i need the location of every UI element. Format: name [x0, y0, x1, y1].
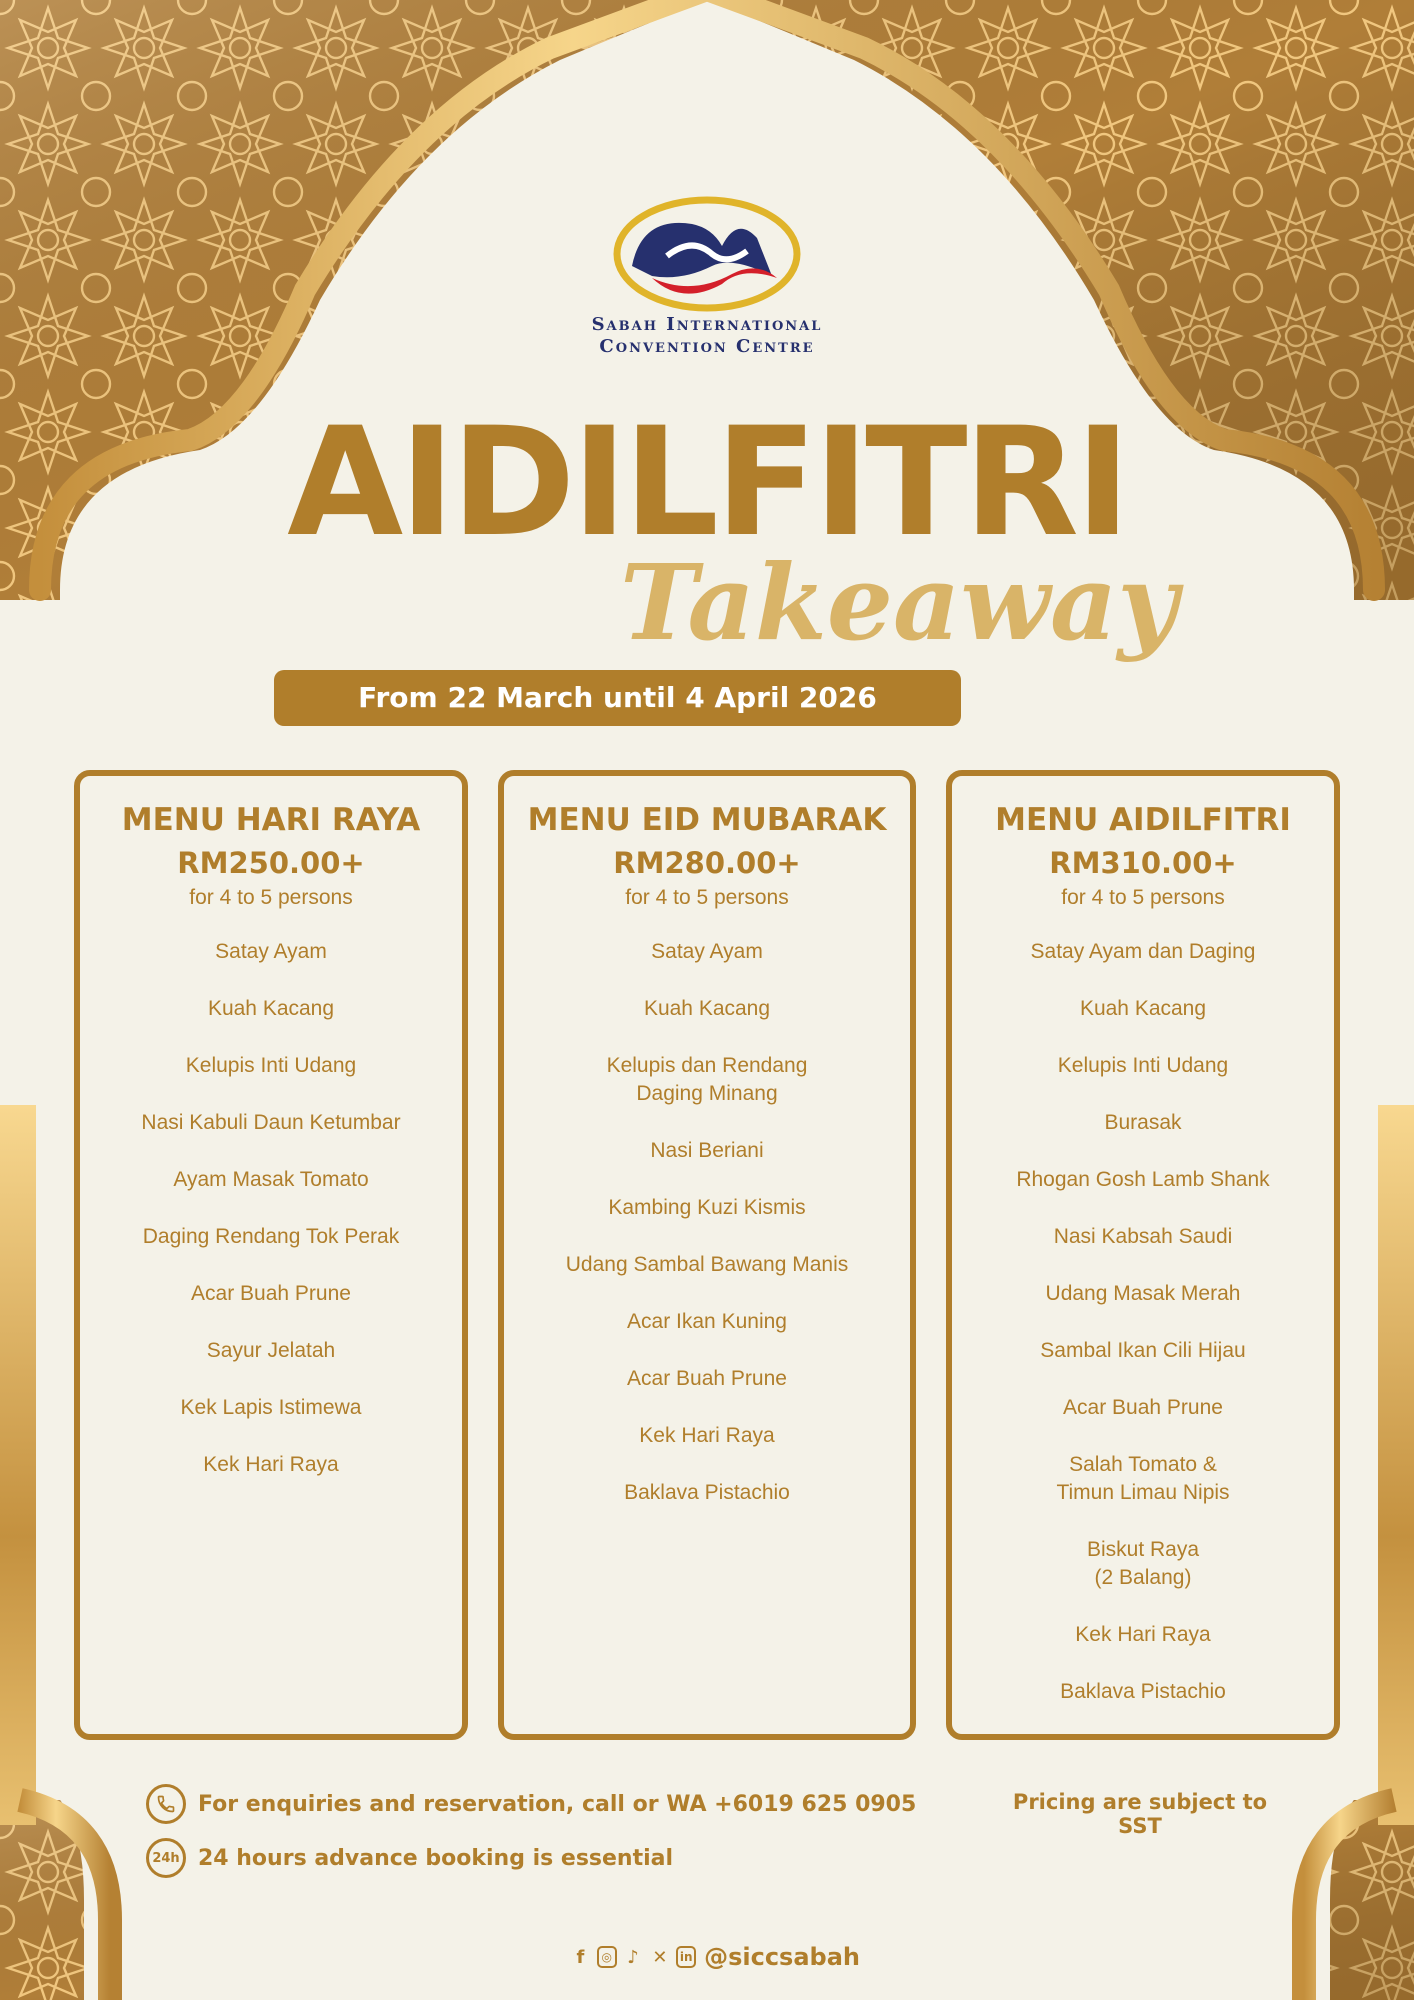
menu-item: Kuah Kacang — [207, 997, 335, 1020]
phone-icon — [146, 1784, 186, 1824]
menu-item: Acar Buah Prune — [627, 1367, 787, 1390]
menu-item: Udang Sambal Bawang Manis — [565, 1253, 849, 1276]
menu-price: RM250.00+ — [177, 846, 365, 880]
logo-line-2: Convention Centre — [599, 336, 815, 357]
menu-item: Acar Buah Prune — [191, 1282, 351, 1305]
menu-item: Kek Lapis Istimewa — [180, 1396, 362, 1419]
menu-card-aidilfitri — [946, 770, 1340, 1740]
menu-item: Udang Masak Merah — [1045, 1282, 1241, 1305]
page-title: AIDILFITRI — [287, 396, 1127, 570]
menu-item: Burasak — [1104, 1111, 1182, 1134]
menu-item: Baklava Pistachio — [624, 1481, 790, 1504]
menu-item: Satay Ayam dan Daging — [1030, 940, 1256, 963]
date-banner: From 22 March until 4 April 2026 — [274, 670, 961, 726]
x-icon[interactable]: ✕ — [652, 1946, 668, 1968]
menu-item: Salah Tomato & Timun Limau Nipis — [1056, 1453, 1230, 1504]
menu-item: Sambal Ikan Cili Hijau — [1040, 1339, 1246, 1362]
menu-price: RM280.00+ — [613, 846, 801, 880]
menu-item: Kuah Kacang — [643, 997, 771, 1020]
menu-item: Kambing Kuzi Kismis — [608, 1196, 806, 1219]
menu-title: MENU EID MUBARAK — [527, 802, 887, 838]
menu-item: Kuah Kacang — [1079, 997, 1207, 1020]
menu-item: Kek Hari Raya — [639, 1424, 775, 1447]
menu-item-list — [504, 938, 910, 1507]
menu-item-list — [952, 938, 1334, 1706]
booking-text: 24 hours advance booking is essential — [198, 1845, 674, 1871]
sicc-logo — [560, 196, 854, 366]
menu-persons: for 4 to 5 persons — [189, 886, 353, 909]
menu-item: Kelupis Inti Udang — [185, 1054, 357, 1077]
menu-item: Kek Hari Raya — [203, 1453, 339, 1476]
menu-card-hari-raya — [74, 770, 468, 1740]
facebook-icon[interactable]: f — [576, 1946, 585, 1968]
menu-item: Baklava Pistachio — [1060, 1680, 1226, 1703]
menu-item: Nasi Beriani — [650, 1139, 764, 1162]
menu-item: Kelupis dan Rendang Daging Minang — [606, 1054, 808, 1105]
menu-item: Biskut Raya (2 Balang) — [1086, 1538, 1200, 1589]
enquiry-text[interactable]: For enquiries and reservation, call or WA +6019 625 0905 — [198, 1791, 917, 1817]
social-handle[interactable]: @siccsabah — [704, 1943, 860, 1971]
menu-title: MENU HARI RAYA — [121, 802, 421, 838]
menu-item: Nasi Kabsah Saudi — [1053, 1225, 1233, 1248]
menu-item-list — [80, 938, 462, 1479]
menu-item: Rhogan Gosh Lamb Shank — [1016, 1168, 1270, 1191]
linkedin-icon[interactable]: in — [676, 1946, 696, 1968]
menu-item: Sayur Jelatah — [206, 1339, 336, 1362]
menu-item: Ayam Masak Tomato — [173, 1168, 369, 1191]
menu-item: Kek Hari Raya — [1075, 1623, 1211, 1646]
menu-persons: for 4 to 5 persons — [625, 886, 789, 909]
clock-24h-icon: 24h — [146, 1838, 186, 1878]
menu-item: Nasi Kabuli Daun Ketumbar — [141, 1111, 401, 1134]
sicc-logo-icon — [612, 196, 802, 314]
menu-persons: for 4 to 5 persons — [1061, 886, 1225, 909]
menu-title: MENU AIDILFITRI — [995, 802, 1291, 838]
menu-item: Acar Ikan Kuning — [627, 1310, 787, 1333]
menu-item: Kelupis Inti Udang — [1057, 1054, 1229, 1077]
menu-item: Daging Rendang Tok Perak — [142, 1225, 400, 1248]
menu-price: RM310.00+ — [1049, 846, 1237, 880]
menu-card-eid-mubarak — [498, 770, 916, 1740]
sst-note: Pricing are subject to SST — [1012, 1790, 1268, 1838]
booking-line — [146, 1836, 673, 1880]
social-links — [570, 1940, 860, 1974]
logo-line-1: Sabah International — [591, 314, 823, 335]
page-subtitle: Takeaway — [620, 541, 1178, 664]
instagram-icon[interactable]: ◎ — [597, 1946, 617, 1968]
menu-item: Satay Ayam — [215, 940, 327, 963]
enquiry-line — [146, 1782, 916, 1826]
tiktok-icon[interactable]: ♪ — [627, 1946, 639, 1968]
menu-item: Satay Ayam — [651, 940, 763, 963]
menu-item: Acar Buah Prune — [1063, 1396, 1223, 1419]
